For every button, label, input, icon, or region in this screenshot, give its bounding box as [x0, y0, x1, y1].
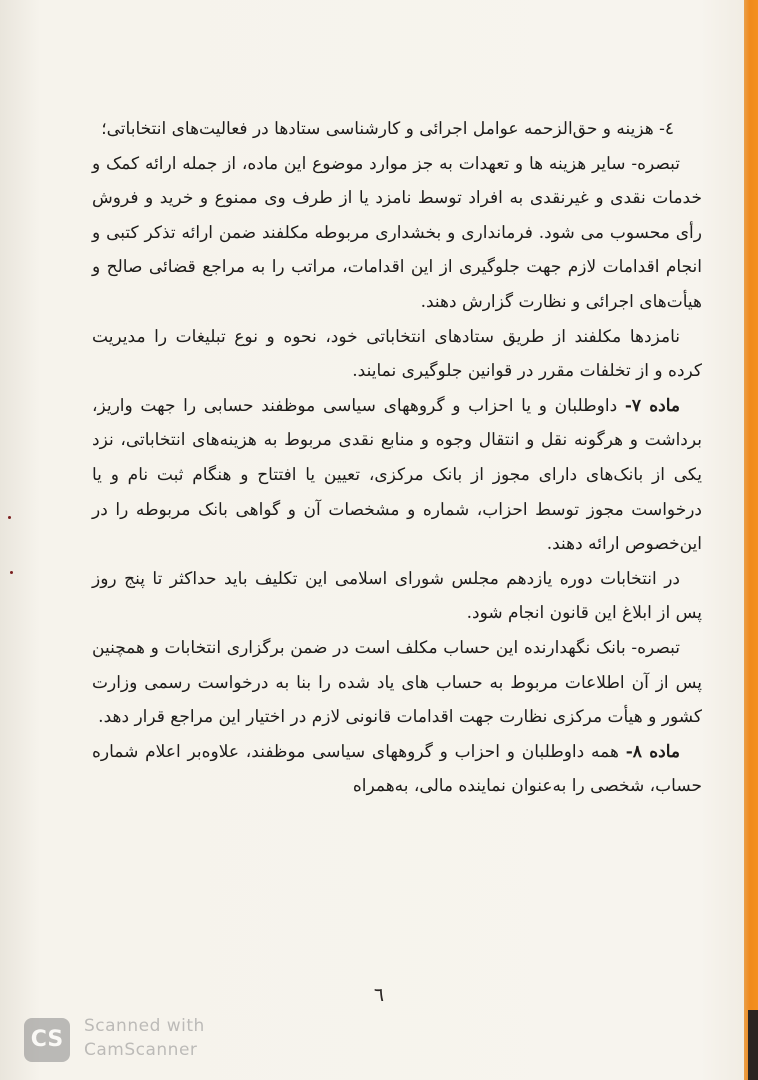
margin-speck: [10, 571, 13, 574]
body-text: [92, 112, 702, 804]
article-7-label: ماده ۷-: [624, 395, 680, 416]
article-8-label: ماده ۸-: [625, 741, 680, 762]
paragraph-candidates: نامزدها مکلفند از طریق ستادهای انتخاباتی خود، نحوه و نوع تبلیغات را مدیریت کرده و از تخلفات مقرر در قوانین جلوگیری نمایند.: [92, 326, 702, 382]
book-edge-dark: [748, 1010, 758, 1080]
watermark-line-2: CamScanner: [84, 1040, 198, 1060]
watermark-line-1: Scanned with: [84, 1016, 205, 1036]
paragraph-note-2: تبصره- بانک نگهدارنده این حساب مکلف است در ضمن برگزاری انتخابات و همچنین پس از آن اطلاعات مربوط به حساب های یاد شده را بنا به درخواست رسمی وزارت کشور و هیأت مرکزی نظارت جهت اقدامات قانونی لازم در اختیار این مراجع قرار دهد.: [92, 637, 702, 728]
paragraph-item-4: ٤- هزینه و حق‌الزحمه عوامل اجرائی و کارشناسی ستادها در فعالیت‌های انتخاباتی؛: [101, 119, 674, 139]
camscanner-watermark: [24, 1016, 244, 1064]
margin-speck: [8, 516, 11, 519]
paragraph-article-7: ماده ۷- داوطلبان و یا احزاب و گروههای سیاسی موظفند حسابی را جهت واریز، برداشت و هرگونه نقل و انتقال وجوه و منابع نقدی مربوط به هزینه‌های انتخاباتی، نزد یکی از بانک‌های دارای مجوز از بانک مرکزی، تعیین یا افتتاح و هنگام ثبت نام و یا درخواست مجوز توسط احزاب، شماره و مشخصات آن و گواهی بانک مربوطه را در این‌خصوص ارائه دهند.: [92, 395, 702, 555]
paragraph-article-8: ماده ۸- همه داوطلبان و احزاب و گروههای سیاسی موظفند، علاوه‌بر اعلام شماره حساب، شخصی را به‌عنوان نماینده مالی، به‌همراه: [92, 741, 702, 797]
page-number: ٦: [373, 984, 385, 1006]
book-edge-orange: [744, 0, 758, 1080]
camscanner-logo-icon: CS: [24, 1018, 70, 1062]
paragraph-eleventh-election: در انتخابات دوره یازدهم مجلس شورای اسلامی این تکلیف باید حداکثر تا پنج روز پس از ابلاغ این قانون انجام شود.: [92, 568, 702, 624]
paragraph-note-1: تبصره- سایر هزینه ها و تعهدات به جز موارد موضوع این ماده، از جمله ارائه کمک و خدمات نقدی و غیرنقدی به افراد توسط نامزد یا از طرف وی ممنوع و خرید و فروش رأی محسوب می شود. فرمانداری و بخشداری مربوطه مکلفند ضمن ارائه تذکر کتبی و انجام اقدامات لازم جهت جلوگیری از این اقدامات، مراتب را به مراجع قضائی صالح و هیأت‌های اجرائی و نظارت گزارش دهند.: [92, 153, 702, 312]
